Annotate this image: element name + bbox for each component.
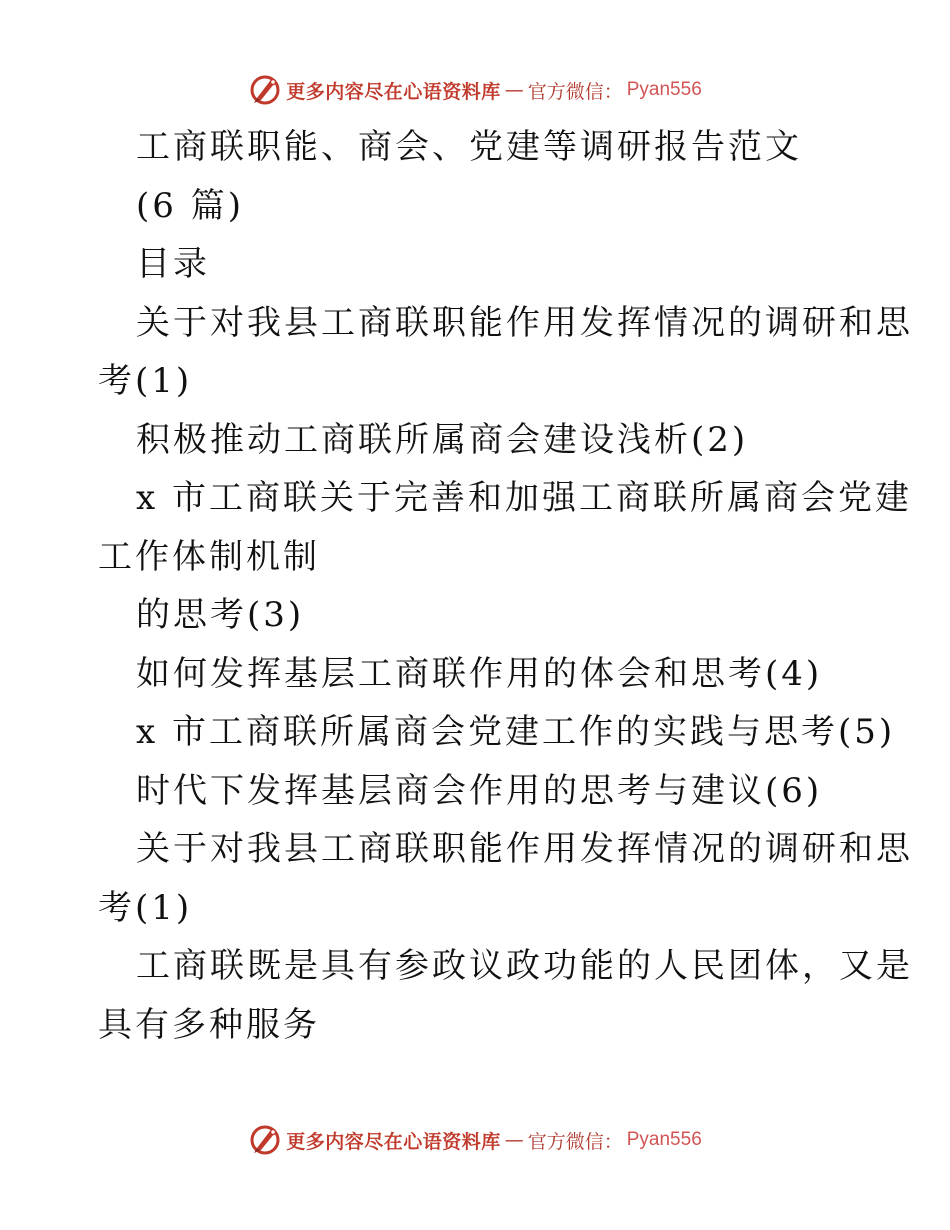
feather-pen-circle-icon — [248, 1123, 282, 1157]
document-title: 工商联职能、商会、党建等调研报告范文 — [136, 127, 802, 167]
body-paragraph: 工商联既是具有参政议政功能的人民团体，又是 — [136, 946, 913, 986]
banner-contact-id: Pyan556 — [626, 79, 702, 100]
banner-contact-label: 官方微信： — [527, 80, 623, 103]
toc-heading: 目录 — [136, 244, 210, 284]
section-heading-continued: 考(1) — [98, 887, 193, 928]
banner-separator: — — [504, 1129, 524, 1151]
banner-main-text: 更多内容尽在心语资料库 — [286, 1130, 501, 1153]
banner-contact-id: Pyan556 — [626, 1129, 702, 1150]
document-subtitle: (6 篇) — [136, 185, 244, 226]
toc-entry-1: 关于对我县工商联职能作用发挥情况的调研和思 — [136, 302, 913, 343]
banner-main-text: 更多内容尽在心语资料库 — [286, 80, 501, 103]
document-body — [98, 118, 913, 1054]
feather-pen-circle-icon — [248, 73, 282, 107]
section-heading: 关于对我县工商联职能作用发挥情况的调研和思 — [136, 829, 913, 869]
body-paragraph-continued: 具有多种服务 — [98, 1004, 320, 1045]
toc-entry-3: x 市工商联关于完善和加强工商联所属商会党建 — [136, 478, 912, 518]
toc-entry-2: 积极推动工商联所属商会建设浅析(2) — [136, 419, 749, 460]
toc-entry-6: 时代下发挥基层商会作用的思考与建议(6) — [136, 770, 823, 811]
toc-entry-4: 如何发挥基层工商联作用的体会和思考(4) — [136, 653, 823, 694]
toc-entry-1-continued: 考(1) — [98, 361, 193, 401]
toc-entry-3-continued: 工作体制机制 — [98, 536, 320, 577]
toc-entry-5: x 市工商联所属商会党建工作的实践与思考(5) — [136, 712, 896, 752]
banner-contact-label: 官方微信： — [527, 1130, 623, 1153]
banner-separator: — — [504, 79, 524, 101]
footer-banner — [0, 1118, 950, 1162]
header-banner — [0, 68, 950, 112]
toc-entry-3-end: 的思考(3) — [136, 595, 305, 635]
